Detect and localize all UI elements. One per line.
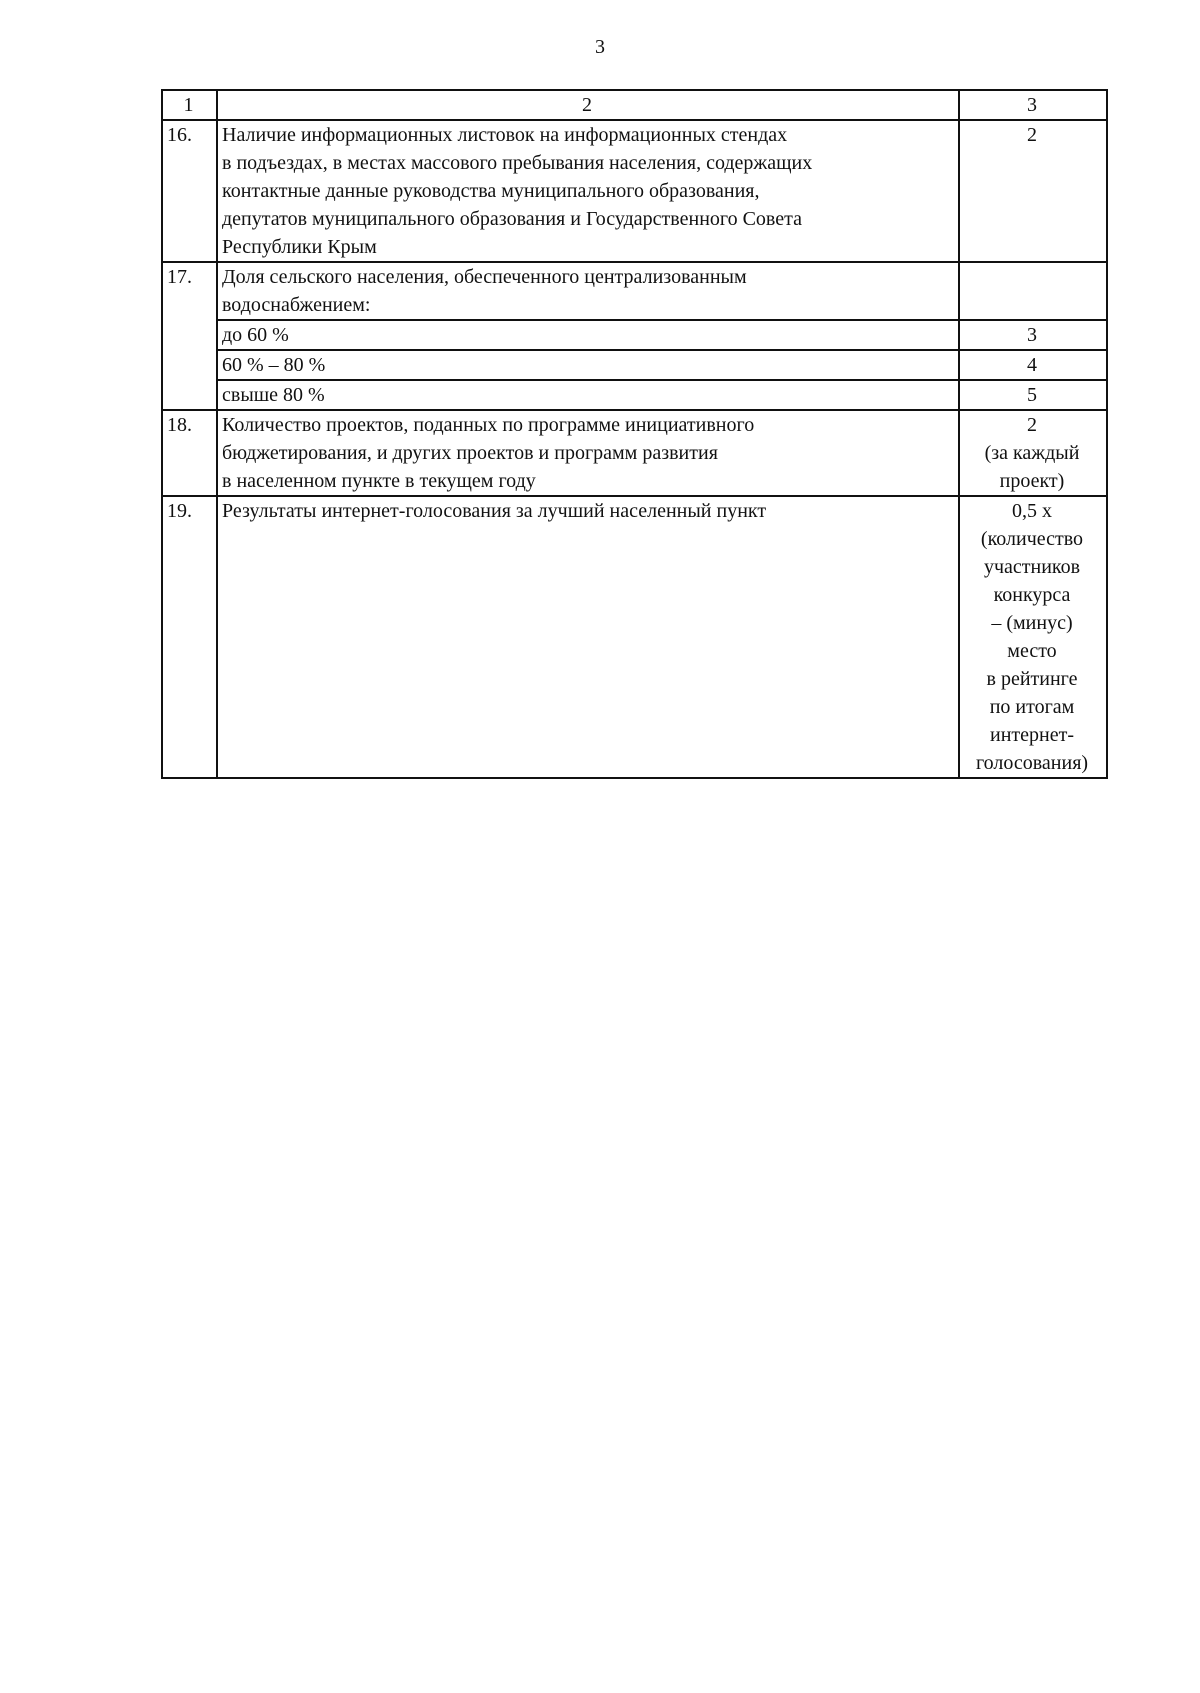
subrow-score: 4	[959, 350, 1107, 380]
row-score: 2	[959, 120, 1107, 262]
description-line: Количество проектов, поданных по программе инициативного	[222, 414, 755, 436]
row-score-empty	[959, 262, 1107, 320]
row-description	[217, 496, 959, 778]
table-subrow	[162, 320, 1107, 350]
subrow-score: 3	[959, 320, 1107, 350]
score-line: конкурса	[993, 584, 1071, 606]
header-cell-3: 3	[959, 90, 1107, 120]
score-line: – (минус)	[991, 612, 1073, 634]
subrow-label: свыше 80 %	[217, 380, 959, 410]
score-line: место	[1007, 640, 1057, 662]
description-line: депутатов муниципального образования и Государственного Совета	[222, 208, 802, 230]
score-line: (количество	[980, 528, 1084, 550]
row-number: 16.	[162, 120, 217, 262]
table-subrow	[162, 350, 1107, 380]
score-line: 0,5 x	[1012, 500, 1052, 522]
row-score	[959, 496, 1107, 778]
row-number: 17.	[162, 262, 217, 410]
table-row-19	[162, 496, 1107, 778]
description-line: водоснабжением:	[222, 294, 371, 316]
score-line: (за каждый	[984, 442, 1080, 464]
header-cell-1: 1	[162, 90, 217, 120]
description-line: Результаты интернет-голосования за лучший населенный пункт	[222, 500, 767, 522]
score-line: интернет-	[989, 724, 1074, 746]
description-line: в населенном пункте в текущем году	[222, 470, 536, 492]
score-line: по итогам	[989, 696, 1075, 718]
description-line: Наличие информационных листовок на информационных стендах	[222, 124, 788, 146]
description-line: Республики Крым	[222, 236, 377, 258]
table-header-row	[162, 90, 1107, 120]
table-subrow	[162, 380, 1107, 410]
row-number: 18.	[162, 410, 217, 496]
subrow-score: 5	[959, 380, 1107, 410]
row-number: 19.	[162, 496, 217, 778]
row-description	[217, 410, 959, 496]
description-line: в подъездах, в местах массового пребывания населения, содержащих	[222, 152, 813, 174]
row-description	[217, 120, 959, 262]
row-description	[217, 262, 959, 320]
description-line: Доля сельского населения, обеспеченного централизованным	[222, 266, 747, 288]
score-line: голосования)	[975, 752, 1089, 774]
subrow-label: до 60 %	[217, 320, 959, 350]
score-line: в рейтинге	[986, 668, 1078, 690]
table-row-17	[162, 262, 1107, 320]
description-line: контактные данные руководства муниципального образования,	[222, 180, 760, 202]
score-line: участников	[983, 556, 1081, 578]
table-row-16	[162, 120, 1107, 262]
criteria-table	[161, 89, 1108, 779]
header-cell-2: 2	[217, 90, 959, 120]
description-line: бюджетирования, и других проектов и программ развития	[222, 442, 718, 464]
page-number: 3	[595, 36, 605, 58]
table-row-18	[162, 410, 1107, 496]
subrow-label: 60 % – 80 %	[217, 350, 959, 380]
score-line: проект)	[999, 470, 1065, 492]
row-score	[959, 410, 1107, 496]
score-line: 2	[1027, 414, 1037, 436]
